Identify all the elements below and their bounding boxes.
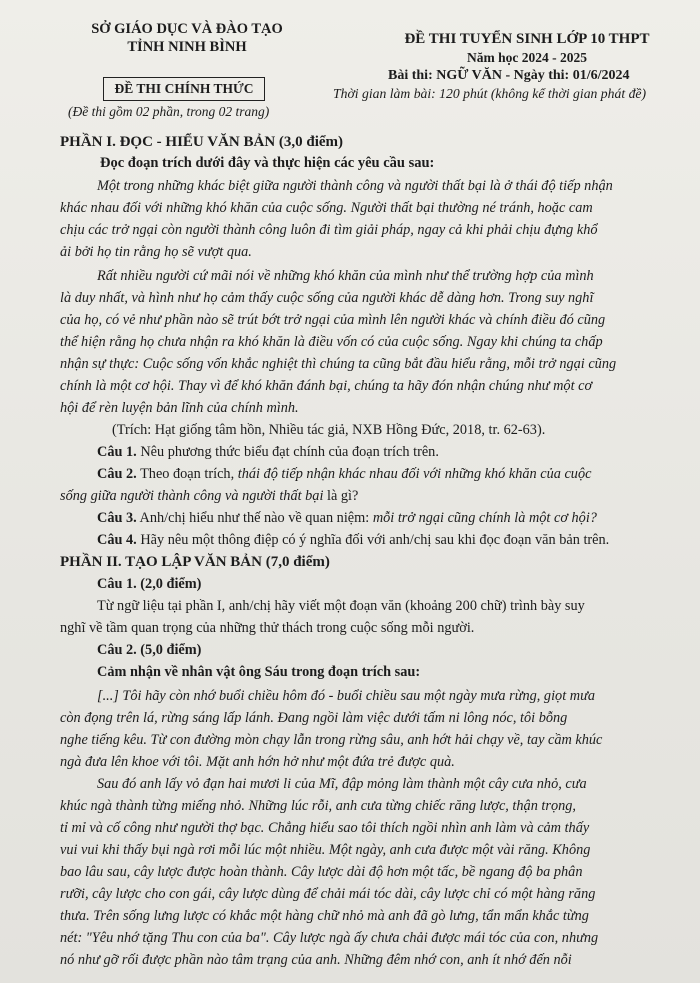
question-text: Hãy nêu một thông điệp có ý nghĩa đối với anh/chị sau khi đọc đoạn văn bản trên. (140, 532, 610, 548)
excerpt-line: bao lâu sau, cây lược được hoàn thành. Cây lược dài độ hơn một tấc, bề ngang độ ba phân (60, 864, 583, 880)
passage-line: hội để rèn luyện bản lĩnh của chính mình. (60, 400, 299, 416)
exam-title: ĐỀ THI TUYỂN SINH LỚP 10 THPT (404, 31, 650, 47)
question-text: là gì? (327, 488, 359, 504)
excerpt-line: rưỡi, cây lược cho con gái, cây lược dùng để chải mái tóc dài, cây lược chỉ có một hàng răng (60, 886, 596, 902)
question-1 (97, 444, 439, 461)
school-year: Năm học 2024 - 2025 (467, 50, 587, 65)
question-3 (97, 510, 597, 527)
question-italic-text: sống giữa người thành công và người thất bại (60, 488, 324, 504)
question-label: Câu 1. (97, 444, 137, 460)
excerpt-line: thưa. Trên sống lưng lược có khắc một hàng chữ nhỏ mà anh đã gò lưng, tẩn mẩn khắc từng (60, 908, 589, 924)
excerpt-line: vui vui khi thấy bụi ngà rơi mỗi lúc một nhiều. Một ngày, anh cưa được một vài răng. Không (60, 842, 591, 858)
passage-line: Một trong những khác biệt giữa người thành công và người thất bại là ở thái độ tiếp nhận (97, 178, 613, 194)
passage-line: nhận sự thực: Cuộc sống vốn khắc nghiệt thì chúng ta cũng bắt đầu hiểu rằng, mỗi trở ngại cũng (60, 356, 617, 372)
question-text: Nêu phương thức biểu đạt chính của đoạn trích trên. (140, 444, 439, 460)
passage-line: ải bởi họ tin rằng họ sẽ vượt qua. (60, 244, 252, 260)
exam-duration: Thời gian làm bài: 120 phút (không kể thời gian phát đề) (333, 86, 647, 101)
question-4 (97, 532, 609, 549)
passage-line: Rất nhiều người cứ mãi nói về những khó khăn của mình như thể trường hợp của mình (97, 268, 594, 284)
question-italic-text: thái độ tiếp nhận khác nhau đối với những khó khăn của cuộc (237, 466, 592, 482)
province-name: TỈNH NINH BÌNH (127, 39, 247, 55)
excerpt-line: [...] Tôi hãy còn nhớ buổi chiều hôm đó - buổi chiều sau một ngày mưa rừng, giọt mưa (97, 688, 596, 704)
passage-line: thể hiện rằng họ chưa nhận ra khó khăn là điều vốn có của cuộc sống. Ngay khi chúng ta chấp (60, 334, 603, 350)
department-name: SỞ GIÁO DỤC VÀ ĐÀO TẠO (91, 21, 283, 37)
passage-line: chính là một cơ hội. Thay vì để khó khăn đánh bại, chúng ta hãy đón nhận chúng như một cơ (60, 378, 593, 394)
official-exam-box: ĐỀ THI CHÍNH THỨC (103, 77, 265, 101)
excerpt-line: tỉ mỉ và cố công như người thợ bạc. Chẳng hiểu sao tôi thích ngồi nhìn anh làm và cảm thấy (60, 820, 590, 836)
excerpt-line: nét: "Yêu nhớ tặng Thu con của ba". Cây lược ngà ấy chưa chải được mái tóc của con, nhưng (60, 930, 599, 946)
pages-note: (Đề thi gồm 02 phần, trong 02 trang) (68, 104, 270, 119)
question-text: Anh/chị hiểu như thế nào về quan niệm: (139, 510, 370, 526)
essay-question-2-label: Câu 2. (5,0 điểm) (97, 642, 202, 658)
question-2 (97, 466, 591, 483)
essay-question-1-label: Câu 1. (2,0 điểm) (97, 576, 202, 592)
passage-line: là duy nhất, và hình như họ cảm thấy cuộc sống của người khác dễ dàng hơn. Trong suy nghĩ (60, 290, 594, 306)
excerpt-line: nó như gỡ rối được phần nào tâm trạng của anh. Những đêm nhớ con, anh ít nhớ đến nỗi (60, 952, 572, 968)
question-label: Câu 2. (97, 466, 137, 482)
passage-line: của họ, có vẻ như phần nào sẽ trút bớt trở ngại của mình lên người khác và chính điều đó cũng (60, 312, 606, 328)
question-2-cont (60, 488, 358, 505)
exam-subject-date: Bài thi: NGỮ VĂN - Ngày thi: 01/6/2024 (388, 68, 630, 83)
excerpt-line: nghe tiếng kêu. Từ con đường mòn chạy lẫn trong rừng sâu, anh hớt hải chạy về, tay cầm khúc (60, 732, 603, 748)
question-text: Theo đoạn trích, (140, 466, 235, 482)
essay-question-2-prompt: Cảm nhận về nhân vật ông Sáu trong đoạn trích sau: (97, 664, 421, 680)
question-label: Câu 3. (97, 510, 137, 526)
part1-title: PHẦN I. ĐỌC - HIỂU VĂN BẢN (3,0 điểm) (60, 134, 344, 150)
essay-question-1-text: nghĩ về tầm quan trọng của những thử thách trong cuộc sống mỗi người. (60, 620, 475, 636)
passage-line: khác nhau đối với những khó khăn của cuộc sống. Người thất bại thường né tránh, hoặc cam (60, 200, 593, 216)
passage-source: (Trích: Hạt giống tâm hồn, Nhiều tác giả, NXB Hồng Đức, 2018, tr. 62-63). (112, 422, 546, 438)
passage-line: chịu các trở ngại còn người thành công luôn đi tìm giải pháp, ngay cả khi phải chịu đựng khổ (60, 222, 598, 238)
essay-question-1-text: Từ ngữ liệu tại phần I, anh/chị hãy viết một đoạn văn (khoảng 200 chữ) trình bày suy (97, 598, 585, 614)
excerpt-line: còn đọng trên lá, rừng sáng lấp lánh. Đang ngồi làm việc dưới tấm ni lông nóc, tôi bỗng (60, 710, 568, 726)
question-italic-text: mỗi trở ngại cũng chính là một cơ hội? (372, 510, 597, 526)
part2-title: PHẦN II. TẠO LẬP VĂN BẢN (7,0 điểm) (60, 554, 330, 570)
question-label: Câu 4. (97, 532, 137, 548)
excerpt-line: Sau đó anh lấy vỏ đạn hai mươi li của Mĩ, đập mỏng làm thành một cây cưa nhỏ, cưa (97, 776, 587, 792)
excerpt-line: khúc ngà thành từng miếng nhỏ. Những lúc rỗi, anh cưa từng chiếc răng lược, thận trọng, (60, 798, 576, 814)
part1-instruction: Đọc đoạn trích dưới đây và thực hiện các yêu cầu sau: (100, 155, 435, 171)
excerpt-line: ngà đưa lên khoe với tôi. Mặt anh hớn hở như một đứa trẻ được quà. (60, 754, 455, 770)
